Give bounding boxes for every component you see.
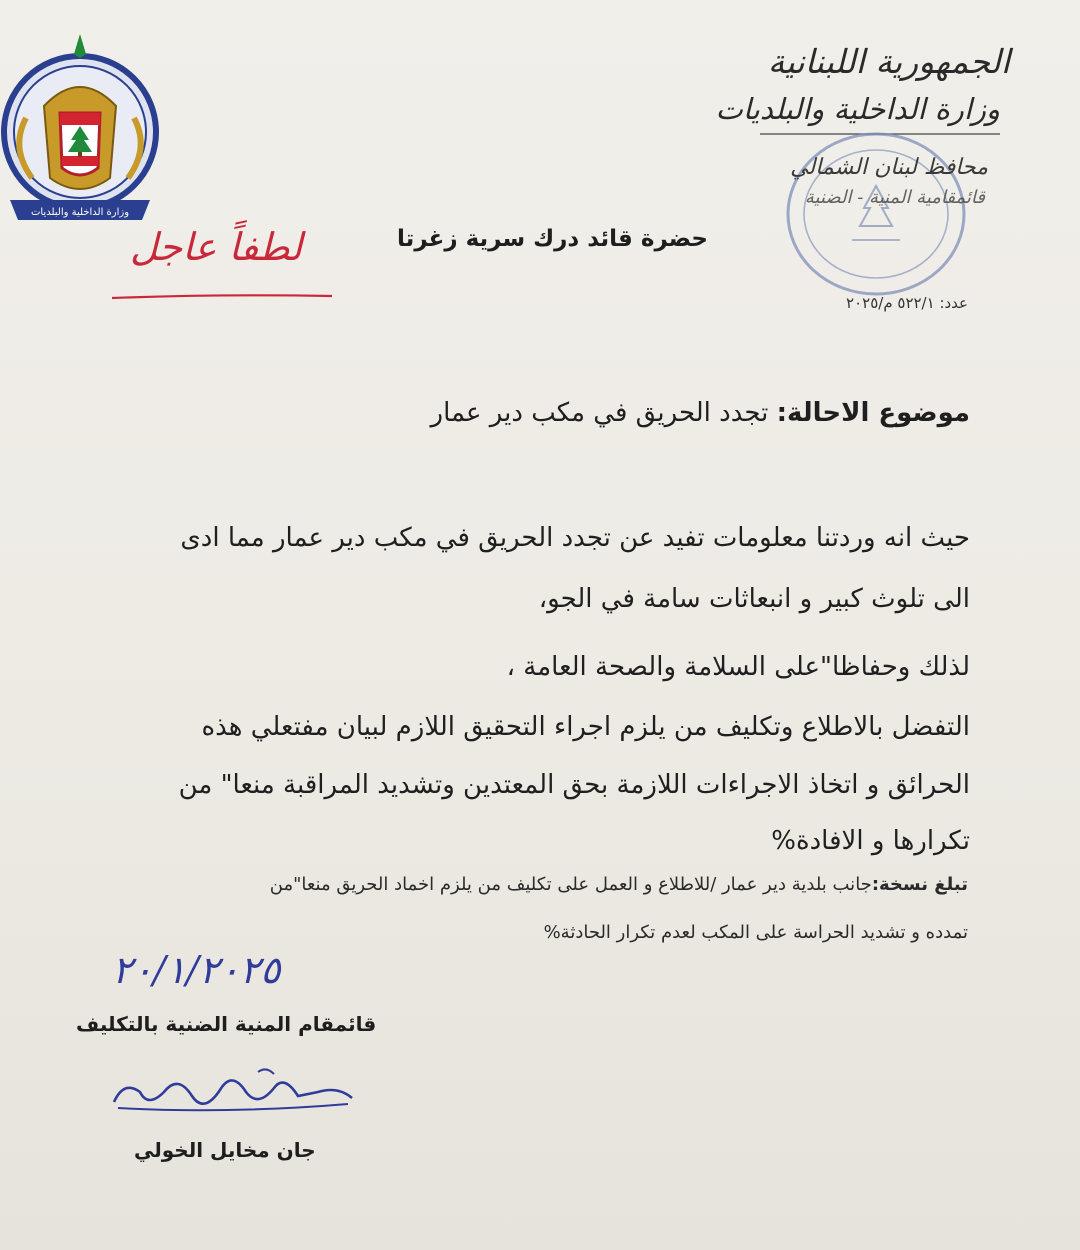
ministry-header: وزارة الداخلية والبلديات [715,92,1000,126]
ministry-emblem [0,28,162,226]
body-line-1: حيث انه وردتنا معلومات تفيد عن تجدد الحريق في مكب دير عمار مما ادى [180,523,970,553]
copy-note-label: تبلغ نسخة: [871,874,968,895]
district-line: قائمقامية المنية - الضنية [804,187,985,208]
subject-line [431,398,970,428]
body-line-4: التفضل بالاطلاع وتكليف من يلزم اجراء التحقيق اللازم لبيان مفتعلي هذه [201,712,970,742]
addressee: حضرة قائد درك سرية زغرتا [397,226,708,252]
body-line-2: الى تلوث كبير و انبعاثات سامة في الجو، [538,584,970,614]
urgent-underline [110,292,335,302]
subject-text: تجدد الحريق في مكب دير عمار [430,398,769,428]
urgent-handwritten-note: لطفاً عاجل [130,225,303,269]
governorate-line: محافظ لبنان الشمالي [790,155,988,180]
body-line-5: الحرائق و اتخاذ الاجراءات اللازمة بحق المعتدين وتشديد المراقبة منعا" من [178,770,970,800]
official-stamp [782,128,970,300]
copy-note-line-2: تمدده و تشديد الحراسة على المكب لعدم تكرار الحادثة% [543,922,968,943]
body-line-3: لذلك وحفاظا"على السلامة والصحة العامة ، [506,652,970,682]
copy-note-line-1 [270,874,968,895]
subject-label: موضوع الاحالة: [776,398,970,428]
signatory-name: جان مخايل الخولي [134,1138,316,1162]
republic-header: الجمهورية اللبنانية [767,42,1010,81]
handwritten-signature [108,1062,358,1126]
handwritten-date: ٢٠/١/٢٠٢٥ [112,948,281,992]
reference-number: عدد: ٥٢٢/١ م/٢٠٢٥ [846,294,968,312]
emblem-banner-text: وزارة الداخلية والبلديات [30,207,130,218]
body-line-6: تكرارها و الافادة% [771,826,970,856]
copy-note-text-1: جانب بلدية دير عمار /للاطلاع و العمل على تكليف من يلزم اخماد الحريق منعا"من [269,874,872,895]
signatory-title: قائمقام المنية الضنية بالتكليف [76,1012,377,1036]
